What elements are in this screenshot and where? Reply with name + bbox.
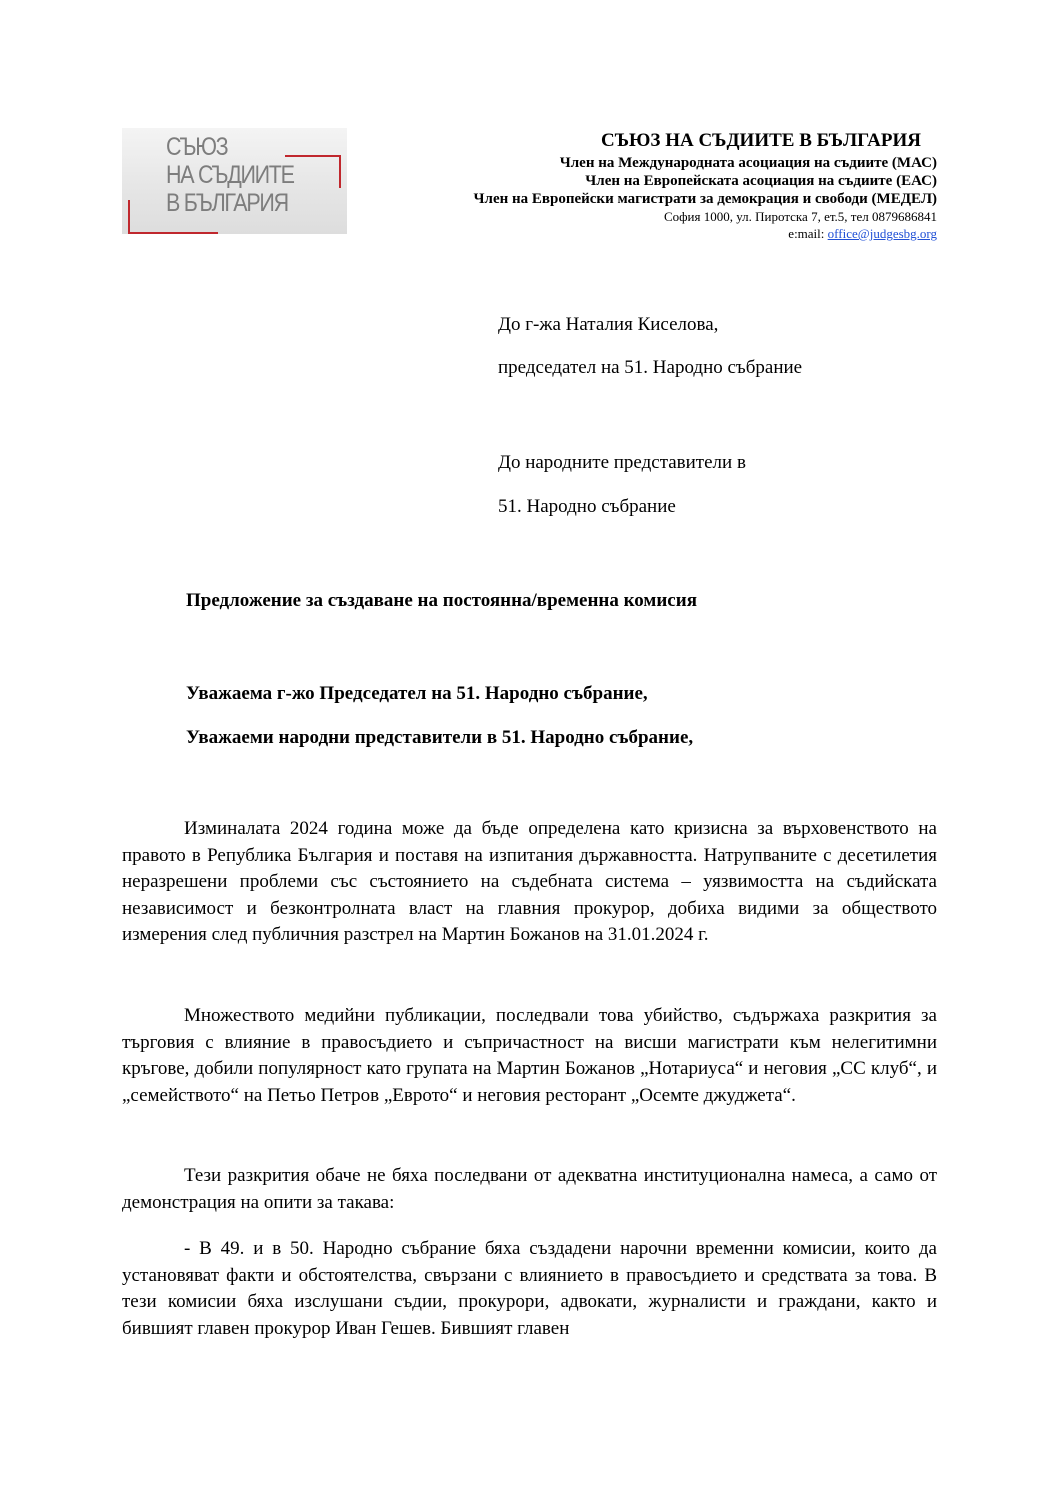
paragraph-1: Изминалата 2024 година може да бъде определена като кризисна за върховенството на правото в Република България и поставя на изпитания държавността. Натрупваните с десетилетия неразрешени проблеми със състоянието на съдебната система – уязвимостта на съдийската независимост и безконтролната власт на главния прокурор, добиха видими за обществото измерения след публичния разстрел на Мартин Божанов на 31.01.2024 г. — [122, 818, 937, 945]
membership-line: Член на Европейската асоциация на съдиите (ЕАС) — [585, 173, 937, 189]
paragraph-2: Множеството медийни публикации, последвали това убийство, съдържаха разкрития за търговия с влияние в правосъдието и съпричастност на висши магистрати към нелегитимни кръгове, добили популярност като групата на Мартин Божанов „Нотариуса“ и неговия „СС клуб“, и „семейството“ на Петьо Петров „Еврото“ и неговия ресторант „Осемте джуджета“. — [122, 1005, 937, 1106]
paragraph-4: - В 49. и в 50. Народно събрание бяха създадени нарочни временни комисии, които да установяват факти и обстоятелства, свързани с влиянието в правосъдието и средствата за това. В тези комисии бяха изслушани съдии, прокурори, адвокати, журналисти и граждани, както и бившият главен прокурор Иван Гешев. Бившият главен — [122, 1238, 937, 1339]
recipient-2-role: 51. Народно събрание — [498, 496, 676, 517]
paragraph-3: Тези разкрития обаче не бяха последвани от адекватна институционална намеса, а само от демонстрация на опити за такава: — [122, 1165, 937, 1213]
org-name: СЪЮЗ НА СЪДИИТЕ В БЪЛГАРИЯ — [601, 130, 921, 151]
membership-line: Член на Европейски магистрати за демокрация и свободи (МЕДЕЛ) — [473, 191, 937, 207]
recipient-2: До народните представители в — [498, 452, 746, 473]
salutation-2: Уважаеми народни представители в 51. Народно събрание, — [186, 727, 694, 748]
recipient-1-role: председател на 51. Народно събрание — [498, 357, 803, 378]
letterhead — [474, 128, 937, 242]
logo-frame-line — [339, 155, 341, 188]
org-email-line — [474, 225, 937, 242]
email-label: e:mail: — [788, 226, 828, 241]
logo-text-line-2: НА СЪДИИТЕ — [166, 161, 294, 189]
email-link[interactable]: office@judgesbg.org — [827, 226, 937, 241]
letter-subject: Предложение за създаване на постоянна/временна комисия — [186, 590, 697, 611]
salutation-1: Уважаема г-жо Председател на 51. Народно събрание, — [186, 683, 648, 704]
logo-frame-line — [128, 232, 218, 234]
logo-frame-line — [128, 200, 130, 234]
recipient-1: До г-жа Наталия Киселова, — [498, 314, 719, 335]
logo-text-line-1: СЪЮЗ — [166, 133, 228, 161]
logo-frame-line — [285, 155, 341, 157]
membership-line: Член на Международната асоциация на съдиите (МАС) — [559, 155, 937, 171]
org-address: София 1000, ул. Пиротска 7, ет.5, тел 0879686841 — [663, 209, 937, 224]
logo-text-line-3: В БЪЛГАРИЯ — [166, 189, 288, 217]
union-logo — [122, 128, 347, 234]
